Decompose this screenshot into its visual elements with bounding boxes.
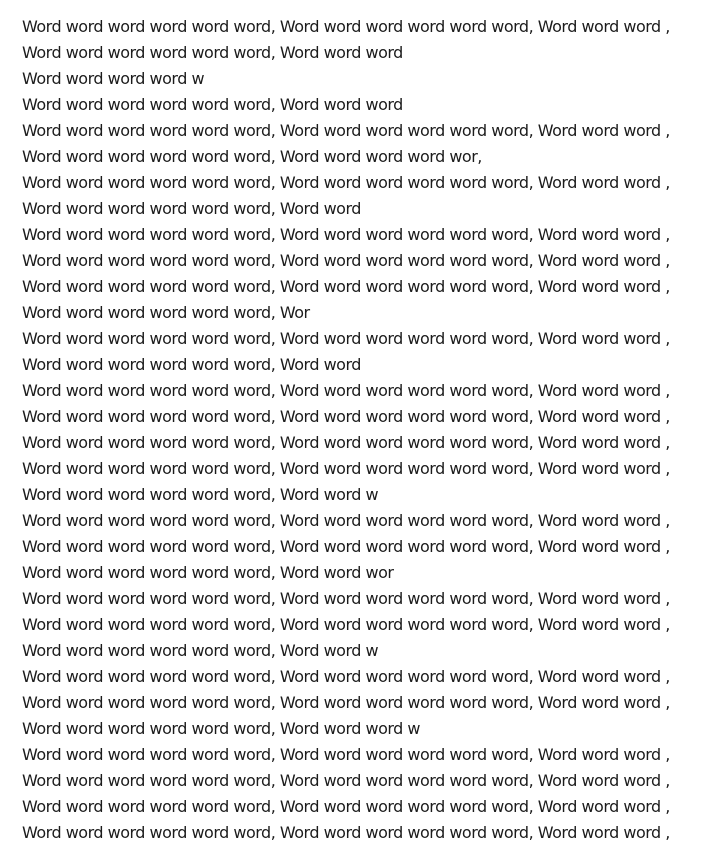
text-line: Word word word word word word, Word word word word word word, Word word word , bbox=[22, 433, 670, 452]
text-line: Word word word word word word, Word word word word wor, bbox=[22, 147, 482, 166]
text-line: Word word word word word word, Word word word word word word, Word word word , bbox=[22, 797, 670, 816]
text-line: Word word word word w bbox=[22, 69, 205, 88]
text-line: Word word word word word word, Word word word word word word, Word word word , bbox=[22, 329, 670, 348]
text-line: Word word word word word word, Word word bbox=[22, 355, 361, 374]
text-line: Word word word word word word, Word word word word word word, Word word word , bbox=[22, 407, 670, 426]
text-line: Word word word word word word, Word word word word word word, Word word word , bbox=[22, 537, 670, 556]
text-line: Word word word word word word, Word word bbox=[22, 199, 361, 218]
text-line: Word word word word word word, Word word word word word word, Word word word , bbox=[22, 121, 670, 140]
text-line: Word word word word word word, Word word word word word word, Word word word , bbox=[22, 771, 670, 790]
text-line: Word word word word word word, Word word word word word word, Word word word , bbox=[22, 745, 670, 764]
text-line: Word word word word word word, Word word word bbox=[22, 43, 403, 62]
text-line: Word word word word word word, Word word word word word word, Word word word , bbox=[22, 667, 670, 686]
text-line: Word word word word word word, Word word word word word word, Word word word , bbox=[22, 693, 670, 712]
text-line: Word word word word word word, Word word word word word word, Word word word , bbox=[22, 511, 670, 530]
text-line: Word word word word word word, Word word word word word word, Word word word , bbox=[22, 381, 670, 400]
text-line: Word word word word word word, Word word word word word word, Word word word , bbox=[22, 17, 670, 36]
text-line: Word word word word word word, Wor bbox=[22, 303, 310, 322]
text-line: Word word word word word word, Word word word word word word, Word word word , bbox=[22, 173, 670, 192]
text-line: Word word word word word word, Word word word word word word, Word word word , bbox=[22, 277, 670, 296]
text-line: Word word word word word word, Word word word word word word, Word word word , bbox=[22, 615, 670, 634]
document-body bbox=[22, 14, 712, 846]
text-line: Word word word word word word, Word word word word word word, Word word word , bbox=[22, 589, 670, 608]
text-line: Word word word word word word, Word word w bbox=[22, 485, 379, 504]
text-line: Word word word word word word, Word word w bbox=[22, 641, 379, 660]
text-line: Word word word word word word, Word word wor bbox=[22, 563, 394, 582]
text-line: Word word word word word word, Word word word word word word, Word word word , bbox=[22, 225, 670, 244]
text-line: Word word word word word word, Word word word word word word, Word word word , bbox=[22, 823, 670, 842]
text-line: Word word word word word word, Word word word word word word, Word word word , bbox=[22, 459, 670, 478]
text-line: Word word word word word word, Word word word word word word, Word word word , bbox=[22, 251, 670, 270]
text-line: Word word word word word word, Word word word bbox=[22, 95, 403, 114]
text-line: Word word word word word word, Word word word w bbox=[22, 719, 420, 738]
